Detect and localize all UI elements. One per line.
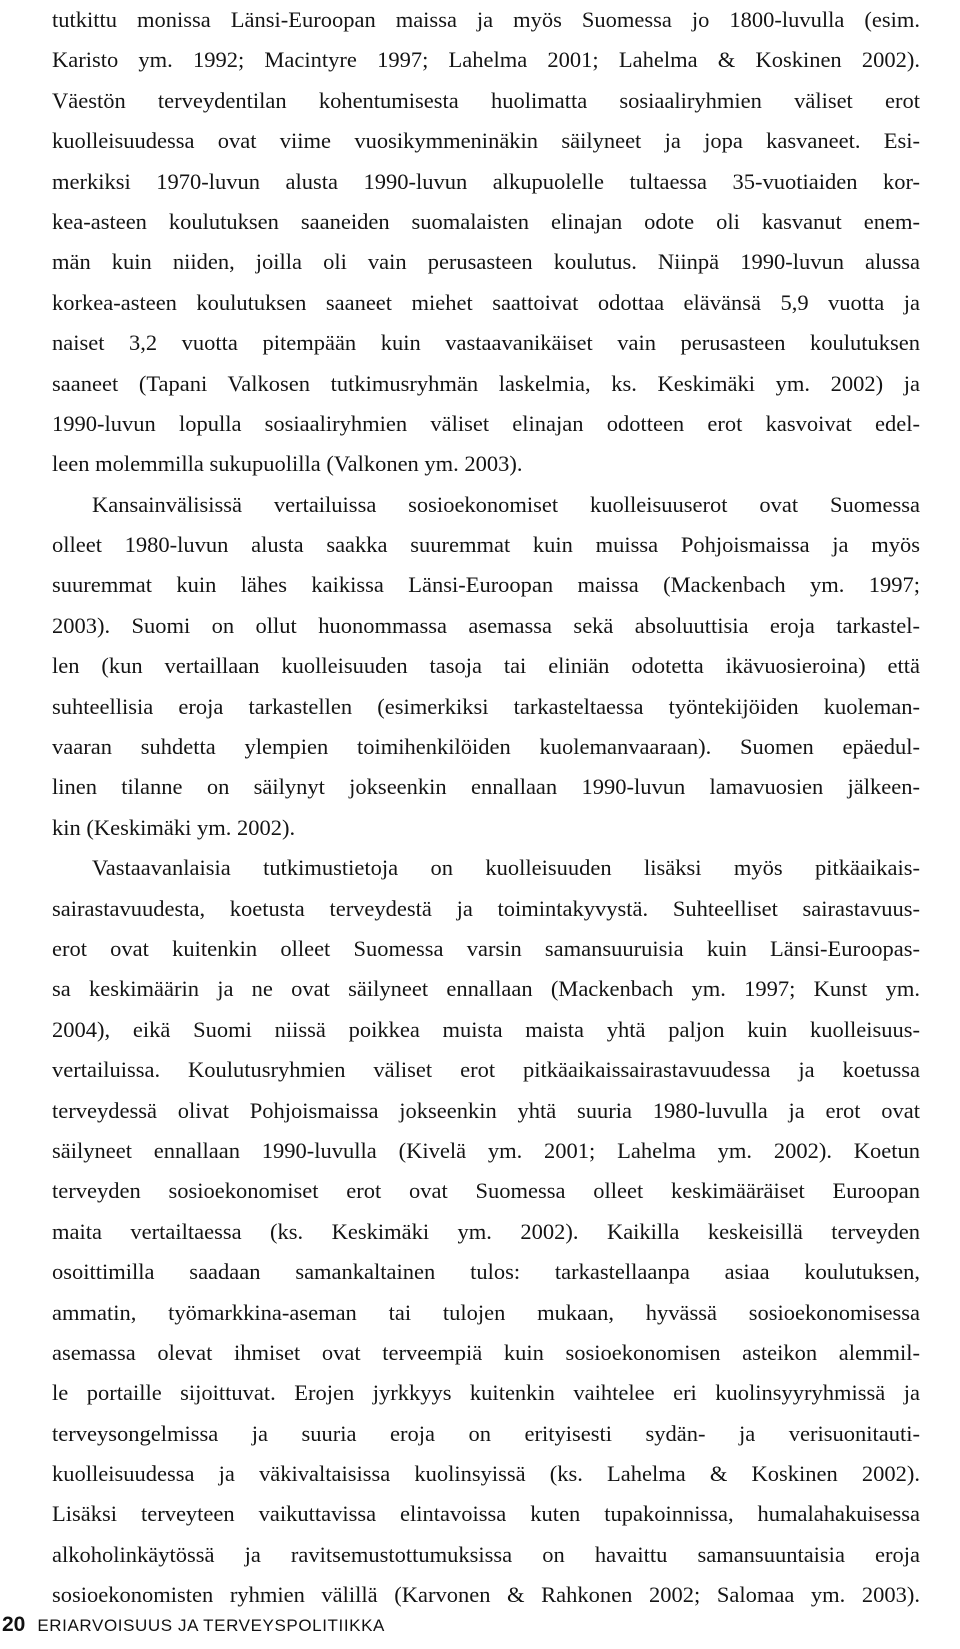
text-line: erot ovat kuitenkin olleet Suomessa varsin samansuuruisia kuin Länsi-Euroopas- (52, 935, 920, 961)
paragraph-3 (52, 848, 920, 1615)
text-line: kuolleisuudessa ja väkivaltaisissa kuolinsyissä (ks. Lahelma & Koskinen 2002). (52, 1461, 920, 1487)
text-line: säilyneet ennallaan 1990-luvulla (Kivelä ym. 2001; Lahelma ym. 2002). Koetun (52, 1137, 920, 1163)
text-line: terveysongelmissa ja suuria eroja on erityisesti sydän- ja verisuonitauti- (52, 1420, 920, 1446)
text-line: le portaille sijoittuvat. Erojen jyrkkyys kuitenkin vaihtelee eri kuolinsyyryhmissä ja (52, 1380, 920, 1406)
text-line: asemassa olevat ihmiset ovat terveempiä kuin sosioekonomisen asteikon alemmil- (52, 1339, 920, 1365)
text-line: män kuin niiden, joilla oli vain perusasteen koulutus. Niinpä 1990-luvun alussa (52, 249, 920, 275)
text-line: Lisäksi terveyteen vaikuttavissa elintavoissa kuten tupakoinnissa, humalahakuisessa (52, 1501, 920, 1527)
text-line: suuremmat kuin lähes kaikissa Länsi-Euroopan maissa (Mackenbach ym. 1997; (52, 572, 920, 598)
text-line: saaneet (Tapani Valkosen tutkimusryhmän laskelmia, ks. Keskimäki ym. 2002) ja (52, 370, 920, 396)
text-line: 2003). Suomi on ollut huonommassa asemassa sekä absoluuttisia eroja tarkastel- (52, 612, 920, 638)
page-footer (2, 1613, 385, 1641)
text-line: tutkittu monissa Länsi-Euroopan maissa ja myös Suomessa jo 1800-luvulla (esim. (52, 7, 920, 32)
text-line: 2004), eikä Suomi niissä poikkea muista maista yhtä paljon kuin kuolleisuus- (52, 1016, 920, 1042)
text-line: ammatin, työmarkkina-aseman tai tulojen mukaan, hyvässä sosioekonomisessa (52, 1299, 920, 1325)
text-line: sosioekonomisten ryhmien välillä (Karvonen & Rahkonen 2002; Salomaa ym. 2003). (52, 1582, 920, 1608)
text-line: Kansainvälisissä vertailuissa sosioekonomiset kuolleisuuserot ovat Suomessa (92, 491, 920, 517)
text-line: leen molemmilla sukupuolilla (Valkonen ym. 2003). (52, 451, 523, 477)
text-line: Väestön terveydentilan kohentumisesta huolimatta sosiaaliryhmien väliset erot (52, 87, 920, 113)
text-line: osoittimilla saadaan samankaltainen tulos: tarkastellaanpa asiaa koulutuksen, (52, 1259, 920, 1285)
text-line: sairastavuudesta, koetusta terveydestä ja toimintakyvystä. Suhteelliset sairastavuus- (52, 895, 920, 921)
text-line: 1990-luvun lopulla sosiaaliryhmien väliset elinajan odotteen erot kasvoivat edel- (52, 410, 920, 436)
text-line: olleet 1980-luvun alusta saakka suuremmat kuin muissa Pohjoismaissa ja myös (52, 532, 920, 558)
text-line: alkoholinkäytössä ja ravitsemustottumuksissa on havaittu samansuuntaisia eroja (52, 1541, 920, 1567)
text-line: Karisto ym. 1992; Macintyre 1997; Lahelma 2001; Lahelma & Koskinen 2002). (52, 47, 920, 73)
text-line: kuolleisuudessa ovat viime vuosikymmeninäkin säilyneet ja jopa kasvaneet. Esi- (52, 128, 920, 154)
text-line: korkea-asteen koulutuksen saaneet miehet saattoivat odottaa elävänsä 5,9 vuotta ja (52, 289, 920, 315)
paragraph-1 (52, 0, 920, 485)
text-line: linen tilanne on säilynyt jokseenkin ennallaan 1990-luvun lamavuosien jälkeen- (52, 774, 920, 800)
text-line: vertailuissa. Koulutusryhmien väliset erot pitkäaikaissairastavuudessa ja koetussa (52, 1057, 920, 1083)
text-line: terveyden sosioekonomiset erot ovat Suomessa olleet keskimääräiset Euroopan (52, 1178, 920, 1204)
text-line: kea-asteen koulutuksen saaneiden suomalaisten elinajan odote oli kasvanut enem- (52, 208, 920, 234)
page-number: 20 (2, 1613, 26, 1636)
text-line: suhteellisia eroja tarkastellen (esimerkiksi tarkasteltaessa työntekijöiden kuoleman- (52, 693, 920, 719)
running-title: ERIARVOISUUS JA TERVEYSPOLITIIKKA (37, 1616, 385, 1635)
paragraph-2 (52, 485, 920, 849)
text-line: maita vertailtaessa (ks. Keskimäki ym. 2002). Kaikilla keskeisillä terveyden (52, 1218, 920, 1244)
document-body (52, 0, 920, 1616)
text-line: kin (Keskimäki ym. 2002). (52, 814, 296, 840)
text-line: sa keskimäärin ja ne ovat säilyneet ennallaan (Mackenbach ym. 1997; Kunst ym. (52, 976, 920, 1002)
text-line: Vastaavanlaisia tutkimustietoja on kuolleisuuden lisäksi myös pitkäaikais- (92, 855, 920, 881)
text-line: len (kun vertaillaan kuolleisuuden tasoja tai eliniän odotetta ikävuosieroina) että (52, 653, 920, 679)
text-line: merkiksi 1970-luvun alusta 1990-luvun alkupuolelle tultaessa 35-vuotiaiden kor- (52, 168, 920, 194)
text-line: terveydessä olivat Pohjoismaissa jokseenkin yhtä suuria 1980-luvulla ja erot ovat (52, 1097, 920, 1123)
text-line: vaaran suhdetta ylempien toimihenkilöiden kuolemanvaaraan). Suomen epäedul- (52, 734, 920, 760)
text-line: naiset 3,2 vuotta pitempään kuin vastaavanikäiset vain perusasteen koulutuksen (52, 330, 920, 356)
